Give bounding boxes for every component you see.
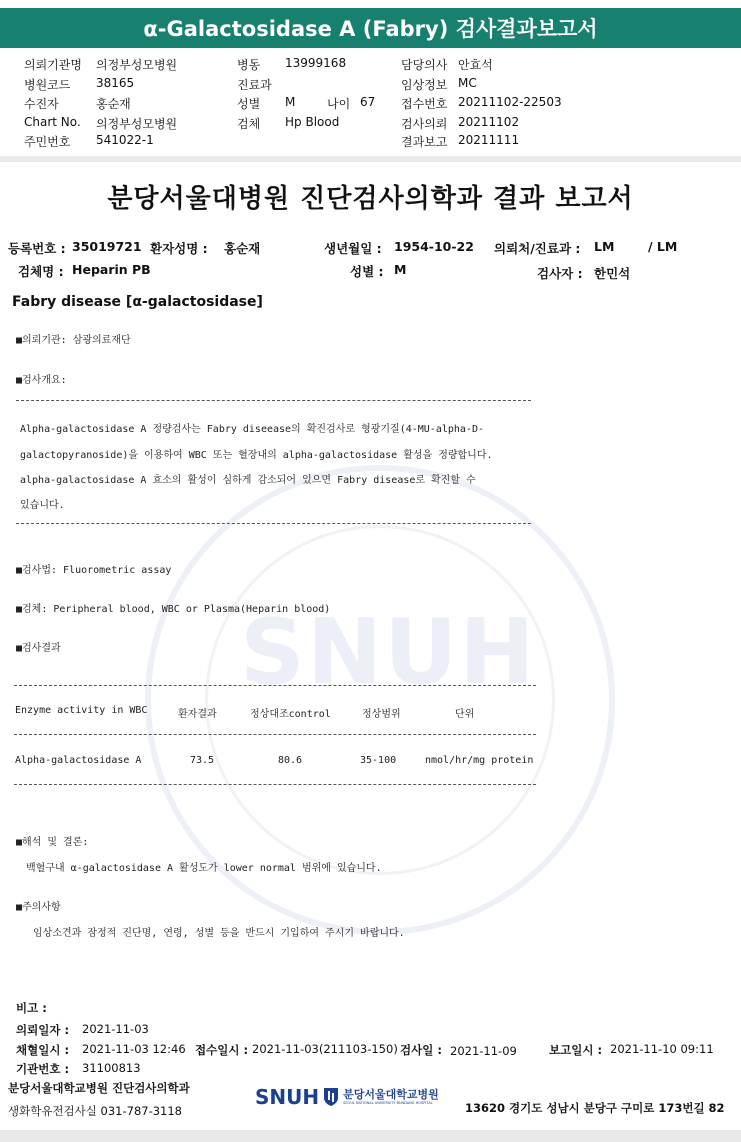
chart-label: Chart No. <box>24 115 81 129</box>
report-label: 결과보고 <box>401 135 448 149</box>
note-label: 비고 : <box>16 1001 47 1015</box>
ward-value: 13999168 <box>285 56 347 70</box>
overview-line-4: 있습니다. <box>20 500 65 511</box>
dob-value: 1954-10-22 <box>394 239 474 254</box>
reqdate-value: 2021-11-03 <box>82 1022 149 1036</box>
request-value: 20211102 <box>458 115 520 129</box>
dob-label: 생년월일 : <box>324 241 382 256</box>
watermark-text: SNUH <box>240 600 537 705</box>
doctor-value: 안효석 <box>458 58 493 72</box>
receipt-value: 20211102-22503 <box>458 95 562 109</box>
interpretation-text: 백혈구내 α-galactosidase A 활성도가 lower normal 범위에 있습니다. <box>26 863 382 874</box>
logo-english-name: SEOUL NATIONAL UNIVERSITY BUNDANG HOSPITAL <box>343 1100 433 1105</box>
name-value: 홍순재 <box>224 241 261 256</box>
sex-value: M <box>285 95 296 109</box>
shield-icon <box>323 1087 339 1107</box>
overview-line-1: Alpha-galactosidase A 정량검사는 Fabry diseease의 확진검사로 형광기질(4-MU-alpha-D- <box>20 424 484 435</box>
inst-label: 기관번호 : <box>16 1062 70 1076</box>
table-cell: 80.6 <box>278 755 303 766</box>
reqdept-value-2: / LM <box>648 239 678 254</box>
age-value: 67 <box>360 95 376 109</box>
age-label: 나이 <box>327 97 351 111</box>
table-header: 정상대조control <box>250 709 331 720</box>
report-specimen-label: 검체명 : <box>18 264 64 279</box>
overview-label: ■검사개요: <box>16 375 67 386</box>
reg-label: 등록번호 : <box>8 241 66 256</box>
address: 13620 경기도 성남시 분당구 구미로 173번길 82 <box>465 1101 725 1115</box>
collect-label: 채혈일시 : <box>16 1043 70 1057</box>
request-label: 검사의뢰 <box>401 117 448 131</box>
reqdept-value: LM <box>594 239 615 254</box>
inst-value: 31100813 <box>82 1061 141 1075</box>
divider-line <box>16 400 531 401</box>
report-sex-label: 성별 : <box>350 264 384 279</box>
table-header: Enzyme activity in WBC <box>15 705 148 716</box>
table-header: 환자결과 <box>178 709 217 720</box>
report-specimen-value: Heparin PB <box>72 262 151 277</box>
table-header: 정상범위 <box>362 709 401 720</box>
test-name: Fabry disease [α-galactosidase] <box>12 294 263 310</box>
specimen-line: ■검체: Peripheral blood, WBC or Plasma(Heparin blood) <box>16 604 331 615</box>
clinical-label: 임상정보 <box>401 78 448 92</box>
requester-label: 의뢰기관명 <box>24 58 82 72</box>
test-date-value: 2021-11-09 <box>450 1044 517 1058</box>
collect-value: 2021-11-03 12:46 <box>82 1042 186 1056</box>
overview-line-2: galactopyranoside)을 이용하여 WBC 또는 혈장내의 alpha-galactosidase 활성을 정량합니다. <box>20 450 493 461</box>
caution-label: ■주의사항 <box>16 902 61 913</box>
logo-wordmark: SNUH <box>255 1085 320 1109</box>
clinical-value: MC <box>458 76 477 90</box>
tester-label: 검사자 : <box>537 266 583 281</box>
table-cell: Alpha-galactosidase A <box>15 755 142 766</box>
specimen-label: 검체 <box>237 117 261 131</box>
receive-value: 2021-11-03(211103-150) <box>252 1042 398 1056</box>
name-label: 환자성명 : <box>150 241 208 256</box>
logo-text-group <box>343 1089 439 1106</box>
table-cell: 35-100 <box>360 755 397 766</box>
report-date-value: 2021-11-10 09:11 <box>610 1042 714 1056</box>
report-sex-value: M <box>394 262 407 277</box>
reqdate-label: 의뢰일자 : <box>16 1023 70 1037</box>
rrn-value: 541022-1 <box>96 133 154 147</box>
hospital-logo <box>255 1085 439 1109</box>
reqdept-label: 의뢰처/진료과 : <box>494 241 581 256</box>
sex-label: 성별 <box>237 97 261 111</box>
receipt-label: 접수번호 <box>401 97 448 111</box>
table-cell: nmol/hr/mg protein <box>425 755 534 766</box>
report-value: 20211111 <box>458 133 520 147</box>
logo-korean-name: 분당서울대학교병원 <box>343 1087 439 1101</box>
report-title: 분당서울대병원 진단검사의학과 결과 보고서 <box>107 184 634 214</box>
specimen-value: Hp Blood <box>285 115 340 129</box>
section-divider <box>0 156 741 162</box>
chart-value: 의정부성모병원 <box>96 117 178 131</box>
hospital-code-label: 병원코드 <box>24 78 71 92</box>
bottom-divider <box>0 1130 741 1142</box>
divider-line <box>14 734 536 735</box>
hospital-code-value: 38165 <box>96 76 135 90</box>
requester-value: 의정부성모병원 <box>96 58 178 72</box>
patient-label: 수진자 <box>24 97 59 111</box>
method-line: ■검사법: Fluorometric assay <box>16 565 172 576</box>
ward-label: 병동 <box>237 58 261 72</box>
rrn-label: 주민번호 <box>24 135 71 149</box>
test-date-label: 검사일 : <box>400 1043 442 1057</box>
patient-value: 홍순재 <box>96 97 131 111</box>
divider-line <box>16 523 531 524</box>
result-label: ■검사결과 <box>16 643 61 654</box>
dept-name: 분당서울대학교병원 진단검사의학과 <box>8 1081 190 1095</box>
table-cell: 73.5 <box>190 755 215 766</box>
divider-line <box>14 685 536 686</box>
receive-label: 접수일시 : <box>195 1043 249 1057</box>
lab-contact: 생화학유전검사실 031-787-3118 <box>8 1104 182 1118</box>
report-date-label: 보고일시 : <box>549 1043 603 1057</box>
dept-label: 진료과 <box>237 78 272 92</box>
reg-value: 35019721 <box>72 239 142 254</box>
table-header: 단위 <box>455 709 475 720</box>
caution-text: 임상소견과 잠정적 진단명, 연령, 성별 등을 반드시 기입하여 주시기 바랍니다. <box>33 928 405 939</box>
tester-value: 한민석 <box>594 266 631 281</box>
institution-line: ■의뢰기관: 삼광의료재단 <box>16 335 131 346</box>
doctor-label: 담당의사 <box>401 58 448 72</box>
report-header-title: α-Galactosidase A (Fabry) 검사결과보고서 <box>0 8 741 48</box>
interpretation-label: ■해석 및 결론: <box>16 837 89 848</box>
divider-line <box>14 784 536 785</box>
overview-line-3: alpha-galactosidase A 효소의 활성이 심하게 감소되어 있으면 Fabry disease로 확진할 수 <box>20 475 476 486</box>
